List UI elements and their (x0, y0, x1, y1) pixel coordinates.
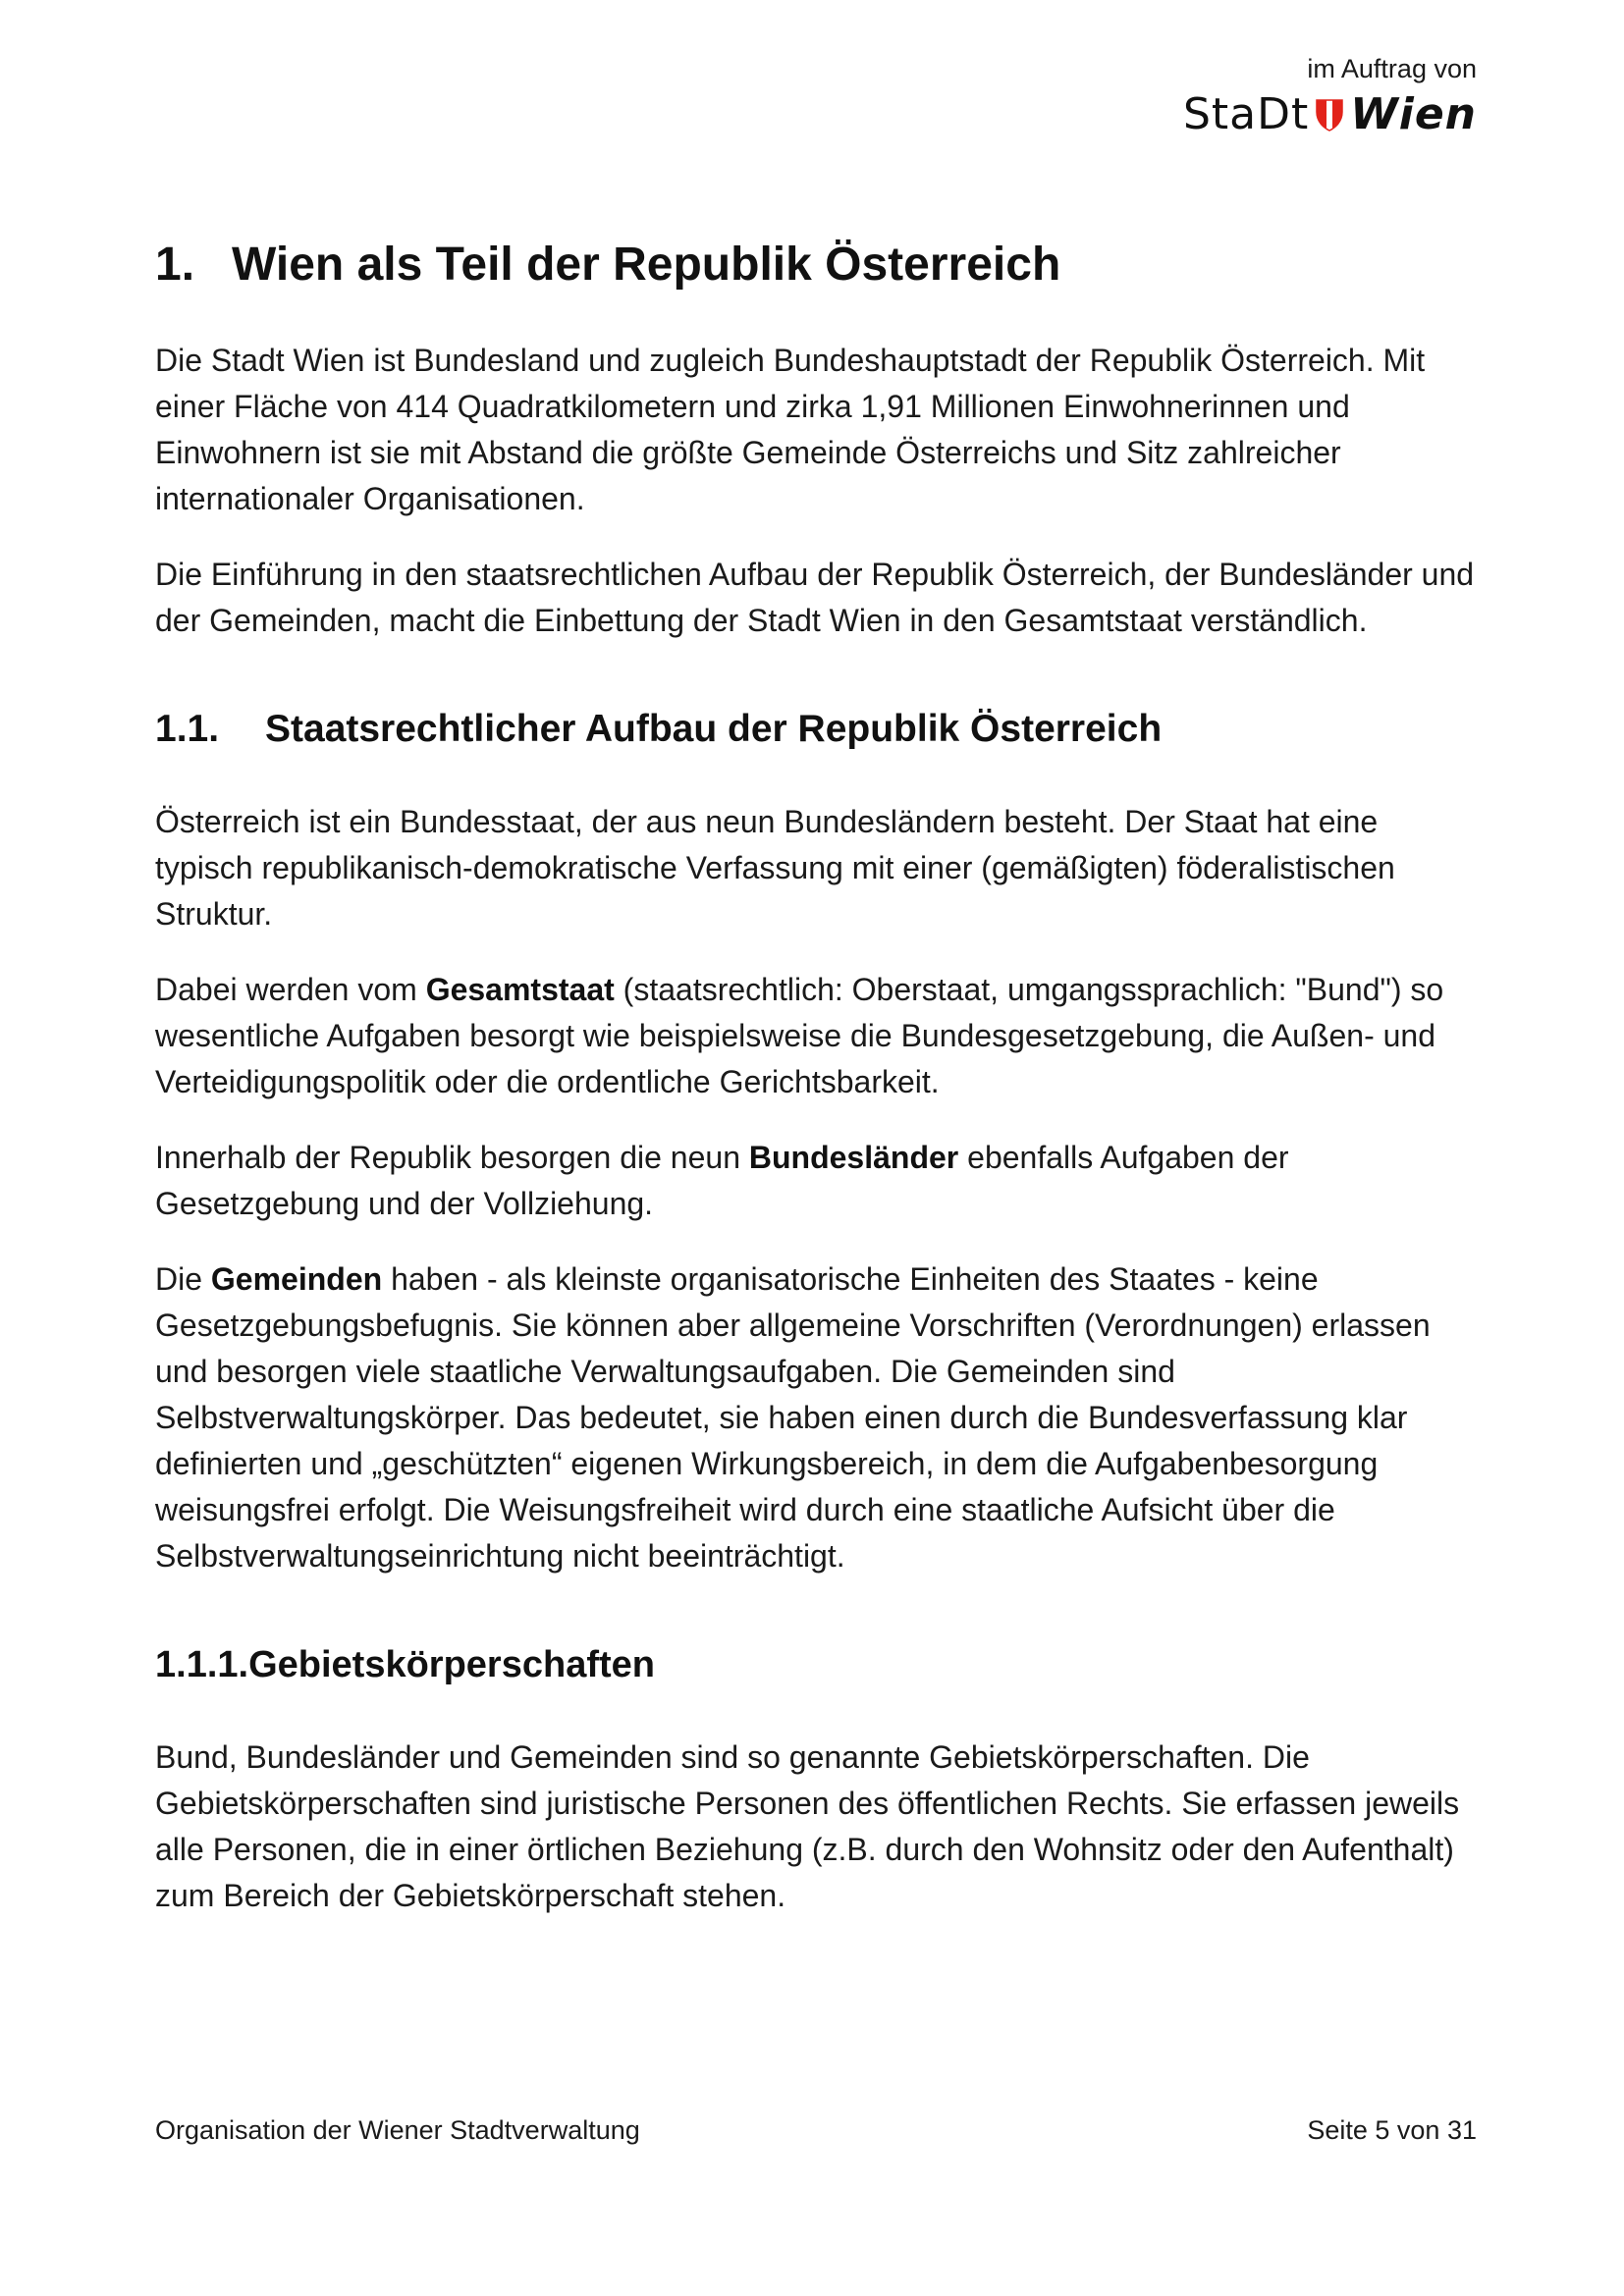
vienna-crest-icon (1315, 98, 1344, 132)
subsection-heading: 1.1.1.Gebietskörperschaften (155, 1644, 655, 1685)
paragraph-intro-2: Die Einführung in den staatsrechtlichen Aufbau der Republik Österreich, der Bundesländer und der Gemeinden, macht die Einbettung der Stadt Wien in den Gesamtstaat verständlich. (155, 557, 1475, 638)
bold-term-gesamtstaat: Gesamtstaat (425, 972, 615, 1007)
page-footer (155, 2112, 1477, 2148)
text-run: Dabei werden vom (155, 972, 426, 1007)
paragraph-intro-1: Die Stadt Wien ist Bundesland und zugleich Bundeshauptstadt der Republik Österreich. Mit einer Fläche von 414 Quadratkilometern und zirka 1,91 Millionen Einwohnerinnen und Einwohnern ist sie mit Abstand die größte Gemeinde Österreichs und Sitz zahlreicher internationaler Organisationen. (155, 343, 1426, 516)
document-body (155, 236, 1481, 1949)
logo-stadt-text: StaDt (1182, 89, 1310, 139)
text-run: ebenfalls Aufgaben der Gesetzgebung und der Vollziehung. (155, 1140, 1289, 1221)
bold-term-gemeinden: Gemeinden (210, 1261, 383, 1297)
text-run: (staatsrechtlich: Oberstaat, umgangssprachlich: "Bund") so wesentliche Aufgaben besorgt wie beispielsweise die Bundesgesetzgebung, die Außen- und Verteidigungspolitik oder die ordentliche Gerichtsbarkeit. (155, 972, 1444, 1099)
bold-term-bundeslaender: Bundesländer (748, 1140, 959, 1175)
paragraph-gesamtstaat (155, 967, 1481, 1105)
stadt-wien-logo (1183, 90, 1477, 139)
footer-document-title: Organisation der Wiener Stadtverwaltung (155, 2115, 640, 2145)
text-run: Die (155, 1261, 211, 1297)
paragraph-gebietskoerperschaften: Bund, Bundesländer und Gemeinden sind so genannte Gebietskörperschaften. Die Gebietskörperschaften sind juristische Personen des öffentlichen Rechts. Sie erfassen jeweils alle Personen, die in einer örtlichen Beziehung (z.B. durch den Wohnsitz oder den Aufenthalt) zum Bereich der Gebietskörperschaft stehen. (155, 1739, 1460, 1913)
text-run: Innerhalb der Republik besorgen die neun (155, 1140, 749, 1175)
paragraph-gemeinden (155, 1256, 1481, 1579)
section-title: Staatsrechtlicher Aufbau der Republik Österreich (265, 708, 1163, 750)
text-run: haben - als kleinste organisatorische Einheiten des Staates - keine Gesetzgebungsbefugnis. Sie können aber allgemeine Vorschriften (Verordnungen) erlassen und besorgen viele staatliche Verwaltungsaufgaben. Die Gemeinden sind Selbstverwaltungskörper. Das bedeutet, sie haben einen durch die Bundesverfassung klar definierten und „geschützten“ eigenen Wirkungsbereich, in dem die Aufgabenbesorgung weisungsfrei erfolgt. Die Weisungsfreiheit wird durch eine staatliche Aufsicht über die Selbstverwaltungseinrichtung nicht beeinträchtigt. (155, 1261, 1431, 1574)
paragraph-bundesstaat: Österreich ist ein Bundesstaat, der aus neun Bundesländern besteht. Der Staat hat eine typisch republikanisch-demokratische Verfassung mit einer (gemäßigten) föderalistischen Struktur. (155, 804, 1395, 932)
page-header (1183, 51, 1477, 139)
commission-note: im Auftrag von (1307, 54, 1477, 83)
page-number: Seite 5 von 31 (1307, 2115, 1477, 2145)
section-heading (155, 705, 1481, 754)
chapter-title: Wien als Teil der Republik Österreich (232, 239, 1061, 291)
chapter-number: 1. (155, 239, 195, 291)
paragraph-bundeslaender (155, 1135, 1481, 1227)
chapter-heading (155, 236, 1481, 294)
logo-wien-text: Wien (1350, 89, 1477, 139)
section-number: 1.1. (155, 708, 220, 750)
